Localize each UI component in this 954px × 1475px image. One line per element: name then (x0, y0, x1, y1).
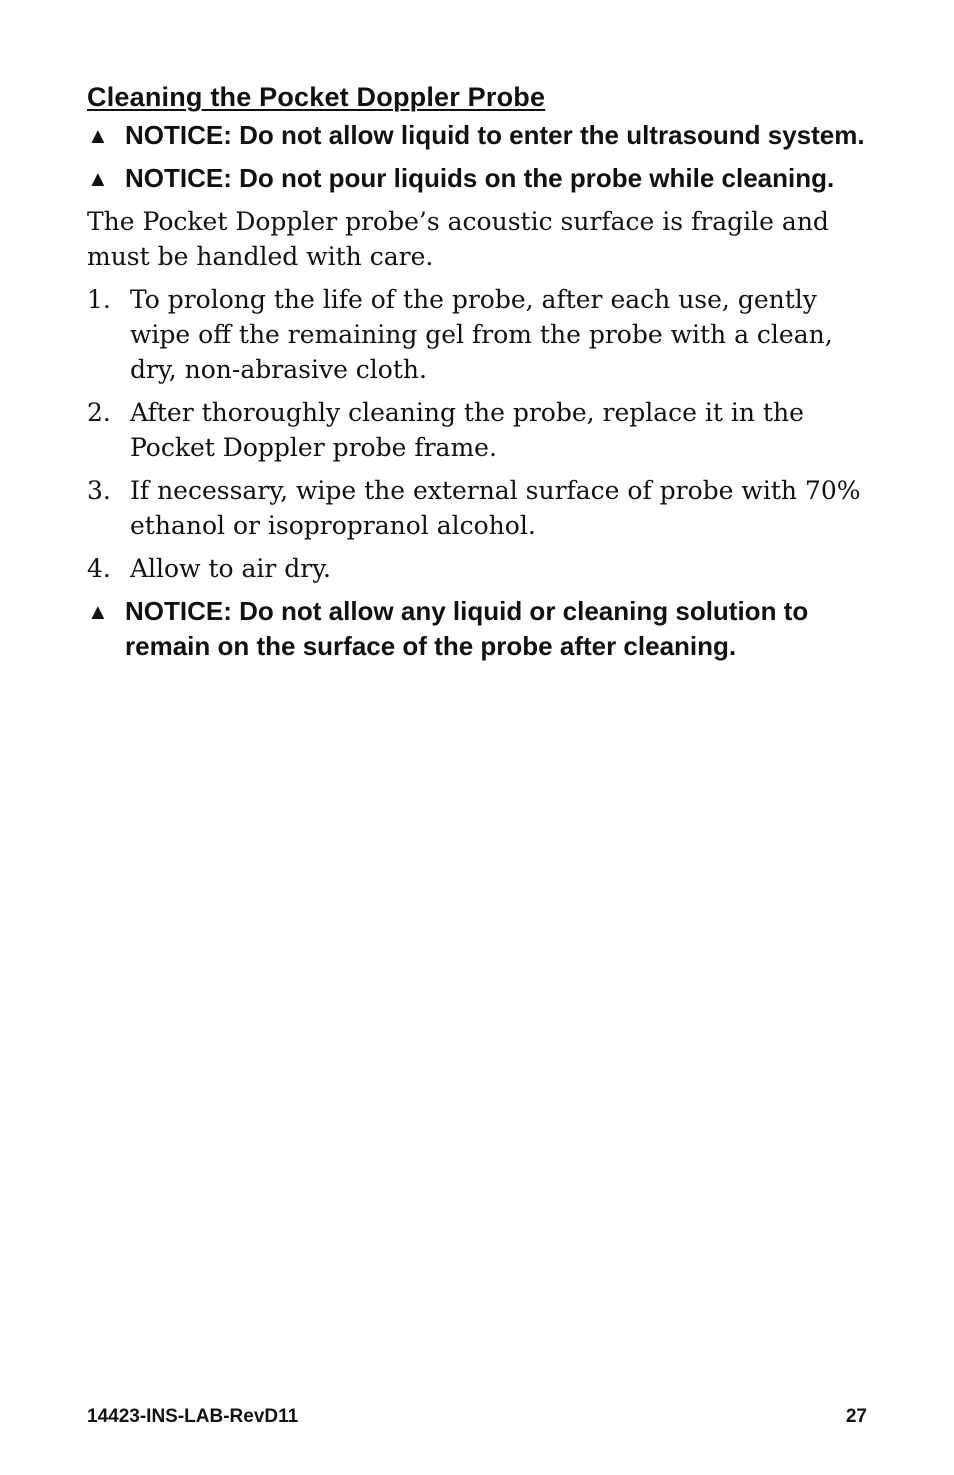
intro-paragraph: The Pocket Doppler probe’s acoustic surface is fragile and must be handled with care. (87, 207, 829, 271)
list-item (87, 551, 867, 586)
list-item (87, 395, 867, 465)
notice-text: NOTICE: Do not allow any liquid or cleaning solution to remain on the surface of the probe after cleaning. (125, 596, 809, 661)
page-content (87, 80, 867, 672)
warning-triangle-icon: ▲ (87, 166, 109, 191)
step-number: 2. (87, 398, 111, 427)
notice-pour-liquids (87, 161, 867, 196)
page-number: 27 (845, 1406, 867, 1427)
cleaning-steps-list (87, 282, 867, 586)
step-text: To prolong the life of the probe, after each use, gently wipe off the remaining gel from the probe with a clean, dry, non-abrasive cloth. (130, 285, 833, 384)
notice-text: NOTICE: Do not pour liquids on the probe while cleaning. (125, 163, 835, 193)
step-text: Allow to air dry. (130, 554, 331, 583)
page-footer (87, 1404, 867, 1430)
step-text: If necessary, wipe the external surface of probe with 70% ethanol or isopropranol alcohol. (130, 476, 861, 540)
notice-liquid-enter (87, 118, 867, 153)
step-text: After thoroughly cleaning the probe, replace it in the Pocket Doppler probe frame. (130, 398, 804, 462)
section-heading: Cleaning the Pocket Doppler Probe (87, 82, 546, 112)
document-id: 14423-INS-LAB-RevD11 (87, 1406, 299, 1427)
step-number: 1. (87, 285, 111, 314)
list-item (87, 473, 867, 543)
warning-triangle-icon: ▲ (87, 599, 109, 624)
warning-triangle-icon: ▲ (87, 123, 109, 148)
notice-text: NOTICE: Do not allow liquid to enter the ultrasound system. (125, 120, 865, 150)
step-number: 4. (87, 554, 111, 583)
list-item (87, 282, 867, 387)
step-number: 3. (87, 476, 111, 505)
notice-remain-on-surface (87, 594, 867, 664)
